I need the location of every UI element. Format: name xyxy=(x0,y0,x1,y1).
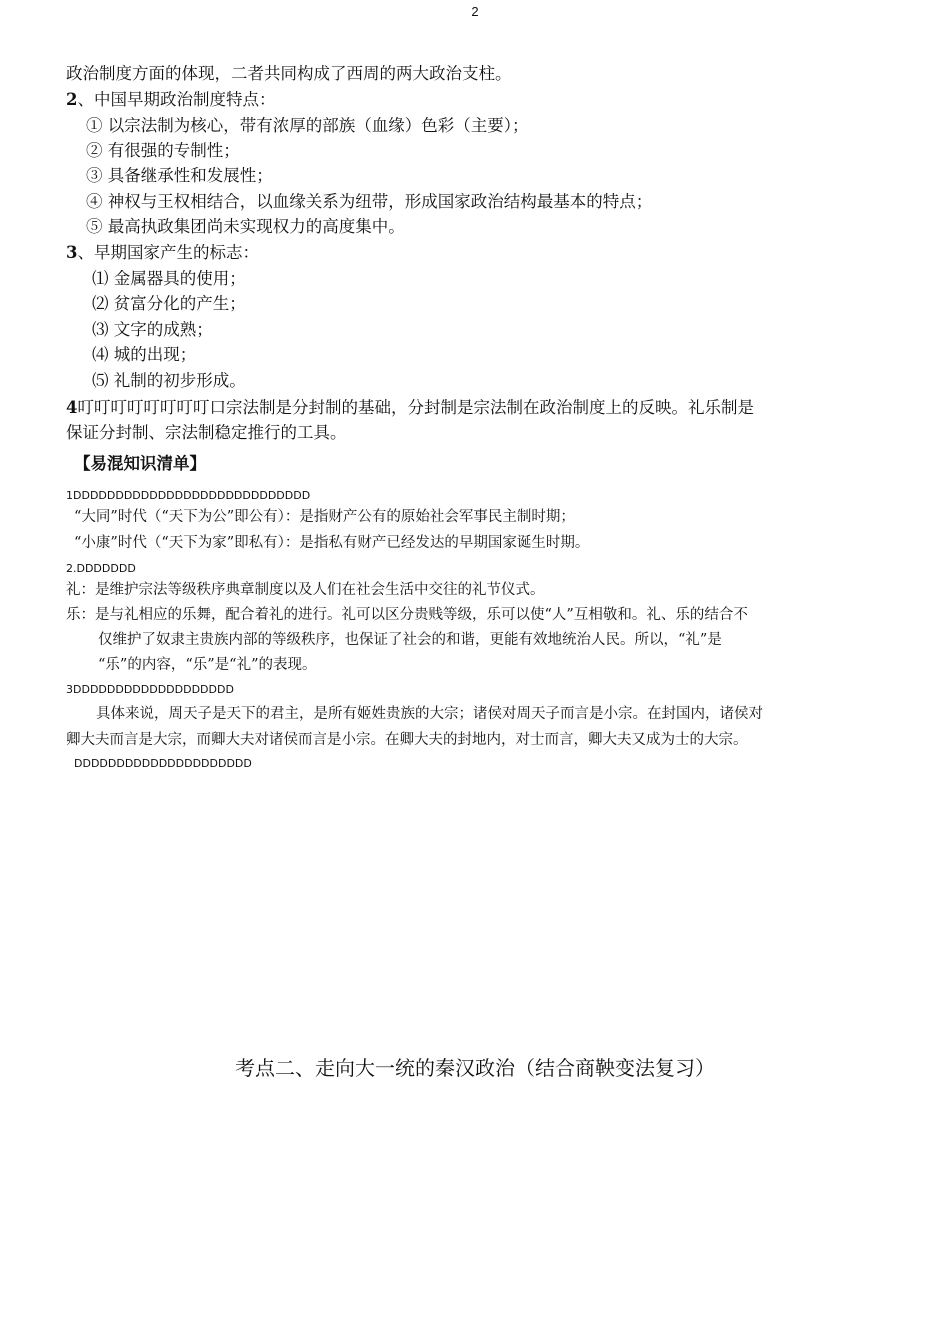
zongfa-line-1: 具体来说，周天子是天下的君主，是所有姬姓贵族的大宗；诸侯对周天子而言是小宗。在封国内，诸侯对 xyxy=(96,706,763,722)
confusable-item1-label: 1DDDDDDDDDDDDDDDDDDDDDDDDDDDD xyxy=(66,489,311,502)
xiaokang-line: “小康”时代（“天下为家”即私有）：是指私有财产已经发达的早期国家诞生时期。 xyxy=(74,535,590,551)
point4-line-2: 保证分封制、宗法制稳定推行的工具。 xyxy=(66,423,347,442)
point3-item-3: ⑶ 文字的成熟； xyxy=(92,320,213,339)
intro-line: 政治制度方面的体现，二者共同构成了西周的两大政治支柱。 xyxy=(66,64,512,83)
li-definition: 礼：是维护宗法等级秩序典章制度以及人们在社会生活中交往的礼节仪式。 xyxy=(66,582,545,598)
page-number: 2 xyxy=(471,4,479,19)
confusable-item4-label: DDDDDDDDDDDDDDDDDDDDD xyxy=(74,757,252,770)
point3-item-4: ⑷ 城的出现； xyxy=(92,345,197,364)
confusable-item2-label: 2.DDDDDDD xyxy=(66,562,136,575)
point2-number: 2 xyxy=(66,90,78,109)
confusable-item3-label: 3DDDDDDDDDDDDDDDDDDD xyxy=(66,683,234,696)
confusable-title: 【易混知识清单】 xyxy=(74,454,206,473)
point3-heading xyxy=(66,241,259,265)
yue-definition-line-3: “乐”的内容，“乐”是“礼”的表现。 xyxy=(98,657,317,673)
zongfa-line-2: 卿大夫而言是大宗，而卿大夫对诸侯而言是小宗。在卿大夫的封地内，对士而言，卿大夫又成为士的大宗。 xyxy=(66,732,748,748)
point3-item-5: ⑸ 礼制的初步形成。 xyxy=(92,371,246,390)
point2-item-5: ⑤ 最高执政集团尚未实现权力的高度集中。 xyxy=(86,217,405,236)
point2-item-2: ② 有很强的专制性； xyxy=(86,141,240,160)
yue-definition-line-2: 仅维护了奴隶主贵族内部的等级秩序，也保证了社会的和谐，更能有效地统治人民。所以，“礼”是 xyxy=(98,632,722,648)
section-title: 考点二、走向大一统的秦汉政治（结合商鞅变法复习） xyxy=(235,1056,715,1080)
yue-definition-line-1: 乐：是与礼相应的乐舞，配合着礼的进行。礼可以区分贵贱等级，乐可以使“人”互相敬和。礼、乐的结合不 xyxy=(66,607,748,623)
point3-item-2: ⑵ 贫富分化的产生； xyxy=(92,294,246,313)
point4-number: 4 xyxy=(66,398,78,417)
point3-item-1: ⑴ 金属器具的使用； xyxy=(92,269,246,288)
point2-heading xyxy=(66,88,275,112)
point2-item-4: ④ 神权与王权相结合，以血缘关系为纽带，形成国家政治结构最基本的特点； xyxy=(86,192,653,211)
point2-item-3: ③ 具备继承性和发展性； xyxy=(86,166,273,185)
point2-item-1: ① 以宗法制为核心，带有浓厚的部族（血缘）色彩（主要）； xyxy=(86,116,529,135)
point4-text: 叮叮叮叮叮叮叮叮口宗法制是分封制的基础，分封制是宗法制在政治制度上的反映。礼乐制是 xyxy=(77,398,754,417)
point3-number: 3 xyxy=(66,243,78,262)
datong-line: “大同”时代（“天下为公”即公有）：是指财产公有的原始社会军事民主制时期； xyxy=(74,509,575,525)
point3-heading-text: 、早期国家产生的标志： xyxy=(77,243,259,262)
point4-line-1 xyxy=(66,396,754,420)
point2-heading-text: 、中国早期政治制度特点： xyxy=(77,90,276,109)
